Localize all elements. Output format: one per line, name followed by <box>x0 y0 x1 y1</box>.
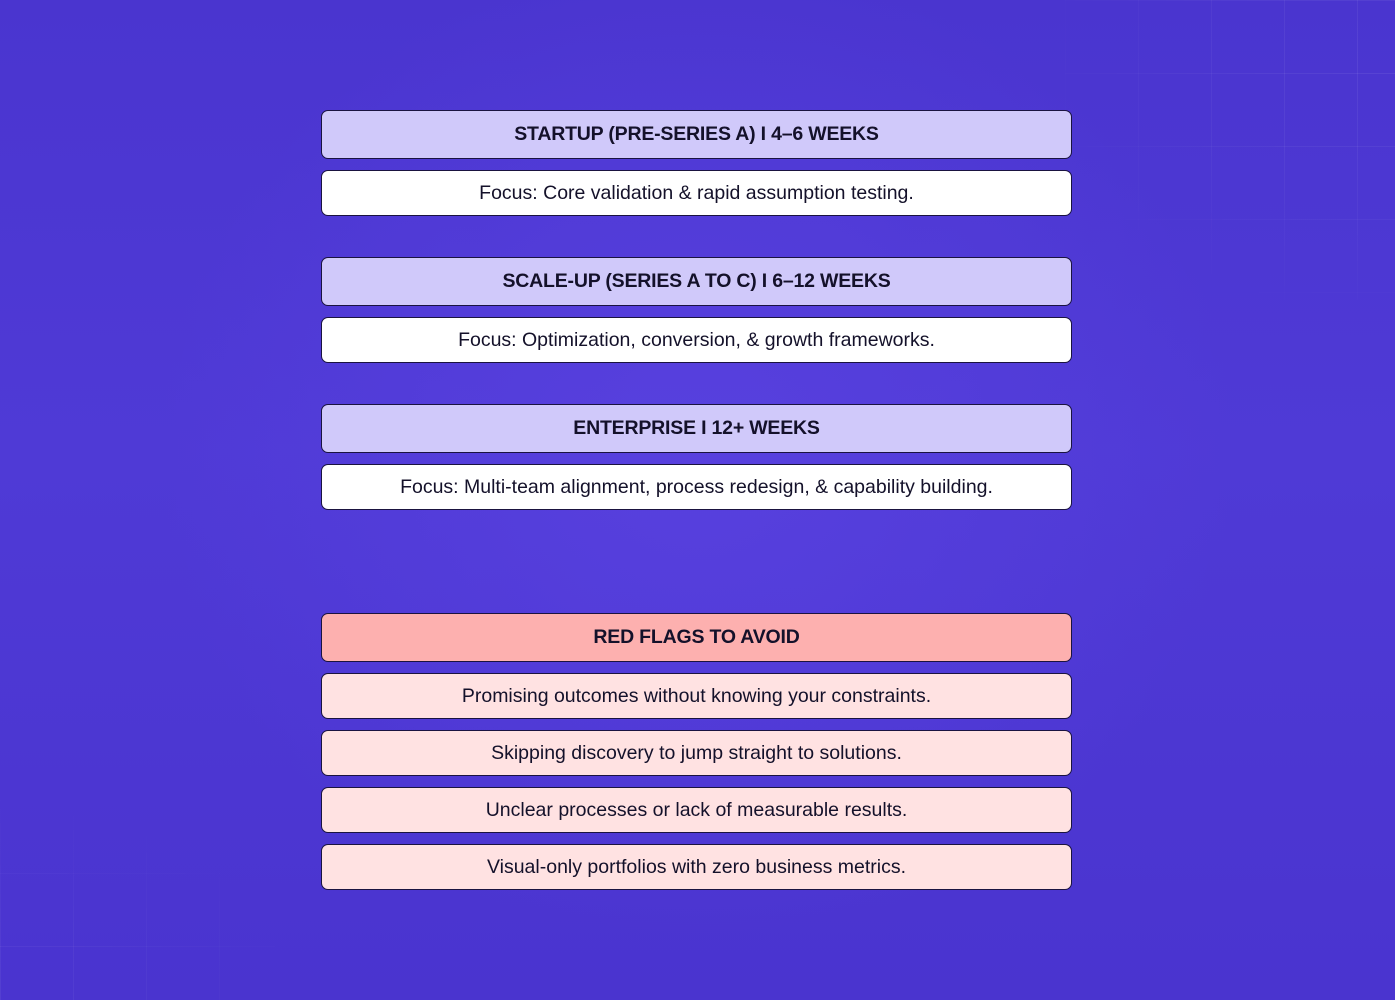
stage-startup-header: STARTUP (PRE-SERIES A) I 4–6 WEEKS <box>321 110 1072 159</box>
background-grid-top-right <box>1065 0 1395 300</box>
stage-scaleup-focus: Focus: Optimization, conversion, & growth frameworks. <box>321 317 1072 363</box>
stage-enterprise-focus: Focus: Multi-team alignment, process redesign, & capability building. <box>321 464 1072 510</box>
red-flag-item: Unclear processes or lack of measurable results. <box>321 787 1072 833</box>
stage-scaleup-header: SCALE-UP (SERIES A TO C) I 6–12 WEEKS <box>321 257 1072 306</box>
red-flags-header: RED FLAGS TO AVOID <box>321 613 1072 662</box>
red-flag-item: Visual-only portfolios with zero business metrics. <box>321 844 1072 890</box>
red-flag-item: Promising outcomes without knowing your constraints. <box>321 673 1072 719</box>
red-flag-item: Skipping discovery to jump straight to solutions. <box>321 730 1072 776</box>
stage-startup-focus: Focus: Core validation & rapid assumption testing. <box>321 170 1072 216</box>
background-grid-bottom-left <box>0 800 300 1000</box>
stage-enterprise-header: ENTERPRISE I 12+ WEEKS <box>321 404 1072 453</box>
